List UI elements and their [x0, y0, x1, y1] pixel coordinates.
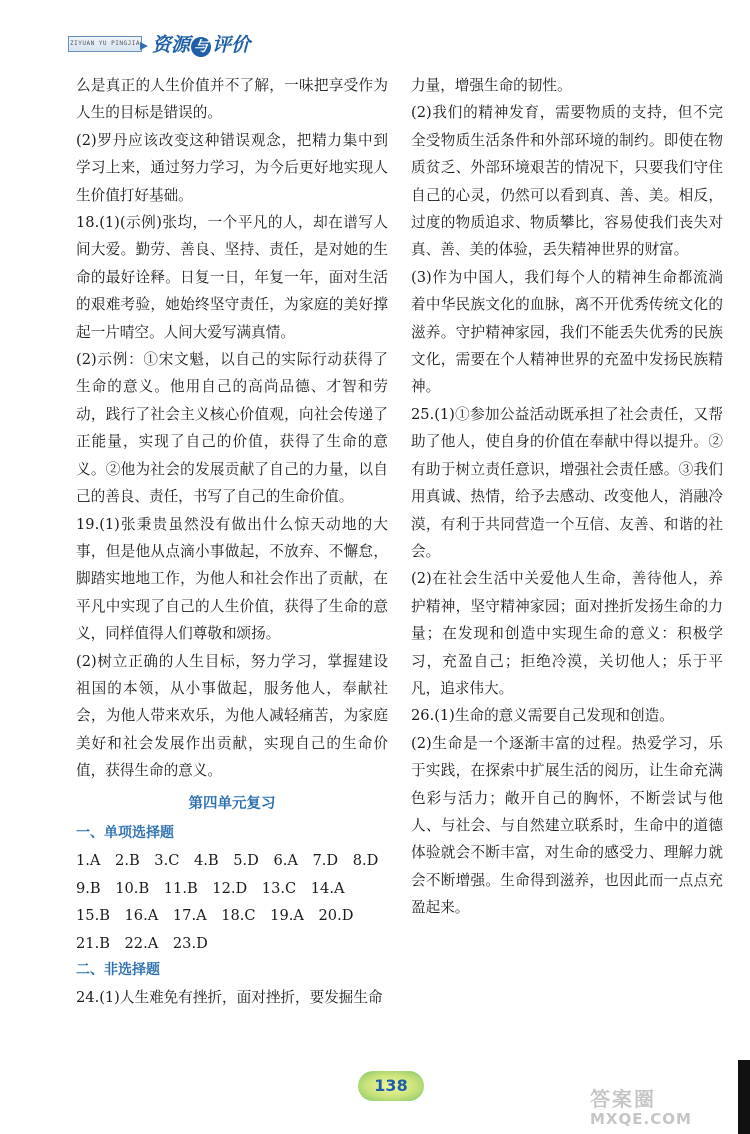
left-paragraph-5: 19.(1)张秉贵虽然没有做出什么惊天动地的大事，但是他从点滴小事做起，不放弃、不懈怠，脚踏实地地工作，为他人和社会作出了贡献，在平凡中实现了自己的人生价值，获得了生命的意义，同样值得人们尊敬和颂扬。 [76, 515, 388, 643]
left-paragraph-1: 么是真正的人生价值并不了解，一味把享受作为人生的目标是错误的。 [76, 77, 388, 122]
section-multiple-choice: 一、单项选择题 [76, 824, 174, 841]
right-paragraph-1: 力量，增强生命的韧性。 [411, 77, 572, 94]
answer-row-3: 15.B 16.A 17.A 18.C 19.A 20.D [76, 907, 354, 925]
left-paragraph-4: (2)示例：①宋文魁，以自己的实际行动获得了生命的意义。他用自己的高尚品德、才智和劳动，践行了社会主义核心价值观，向社会传递了正能量，实现了自己的价值，获得了生命的意义。②他为社会的发展贡献了自己的力量，以自己的善良、责任，书写了自己的生命价值。 [76, 351, 388, 506]
unit-review-title: 第四单元复习 [188, 795, 276, 812]
right-paragraph-7: (2)生命是一个逐渐丰富的过程。热爱学习，乐于实践，在探索中扩展生活的阅历，让生命充满色彩与活力；敞开自己的胸怀，不断尝试与他人、与社会、与自然建立联系时，生命中的道德体验就会不断丰富，对生命的感受力、理解力就会不断增强。生命得到滋养，也因此而一点点充盈起来。 [411, 734, 723, 917]
header-title [152, 30, 250, 57]
answer-row-1: 1.A 2.B 3.C 4.B 5.D 6.A 7.D 8.D [76, 852, 379, 870]
left-paragraph-7: 24.(1)人生难免有挫折，面对挫折，要发掘生命 [76, 989, 383, 1007]
section-non-choice: 二、非选择题 [76, 962, 160, 978]
header-title-part-b: 评价 [212, 34, 251, 56]
answer-row-4: 21.B 22.A 23.D [76, 934, 208, 952]
header-title-part-a: 资源 [152, 34, 191, 56]
left-paragraph-3: 18.(1)(示例)张均，一个平凡的人，却在谱写人间大爱。勤劳、善良、坚持、责任，是对她的生命的最好诠释。日复一日，年复一年，面对生活的艰难考验，她始终坚守责任，为家庭的美好撑起一片晴空。人间大爱写满真情。 [76, 214, 388, 341]
right-paragraph-5: (2)在社会生活中关爱他人生命，善待他人，养护精神，坚守精神家园；面对挫折发扬生命的力量；在发现和创造中实现生命的意义：积极学习，充盈自己；拒绝冷漠，关切他人；乐于平凡，追求伟大。 [411, 570, 723, 697]
watermark-url: MXQE.COM [590, 1110, 692, 1128]
page-number: 138 [358, 1071, 424, 1101]
header-arrow-icon [140, 42, 148, 50]
left-column [76, 72, 388, 1012]
right-paragraph-4: 25.(1)①参加公益活动既承担了社会责任，又帮助了他人，使自身的价值在奉献中得以提升。②有助于树立责任意识，增强社会责任感。③我们用真诚、热情，给予去感动、改变他人，消融冷漠，有利于共同营造一个互信、友善、和谐的社会。 [411, 405, 723, 560]
page-header [68, 28, 268, 58]
right-paragraph-2: (2)我们的精神发育，需要物质的支持，但不完全受物质生活条件和外部环境的制约。即使在物质贫乏、外部环境艰苦的情况下，只要我们守住自己的心灵，仍然可以看到真、善、美。相反，过度的物质追求、物质攀比，容易使我们丧失对真、善、美的体验，丢失精神世界的财富。 [411, 104, 723, 259]
watermark [590, 1088, 740, 1132]
header-title-connector: 与 [191, 37, 211, 57]
left-paragraph-2: (2)罗丹应该改变这种错误观念，把精力集中到学习上来，通过努力学习，为今后更好地实现人生价值打好基础。 [76, 131, 388, 204]
watermark-title: 答案圈 [590, 1087, 656, 1111]
right-paragraph-3: (3)作为中国人，我们每个人的精神生命都流淌着中华民族文化的血脉，离不开优秀传统文化的滋养。守护精神家园，我们不能丢失优秀的民族文化，需要在个人精神世界的充盈中发扬民族精神。 [411, 268, 723, 396]
left-paragraph-6: (2)树立正确的人生目标，努力学习，掌握建设祖国的本领，从小事做起，服务他人，奉献社会，为他人带来欢乐，为他人减轻痛苦，为家庭美好和社会发展作出贡献，实现自己的生命价值，获得生命的意义。 [76, 652, 388, 780]
right-column [411, 72, 723, 922]
header-pinyin-bar: ZIYUAN YU PINGJIA [68, 36, 142, 52]
right-paragraph-6: 26.(1)生命的意义需要自己发现和创造。 [411, 707, 674, 725]
answer-row-2: 9.B 10.B 11.B 12.D 13.C 14.A [76, 879, 345, 897]
